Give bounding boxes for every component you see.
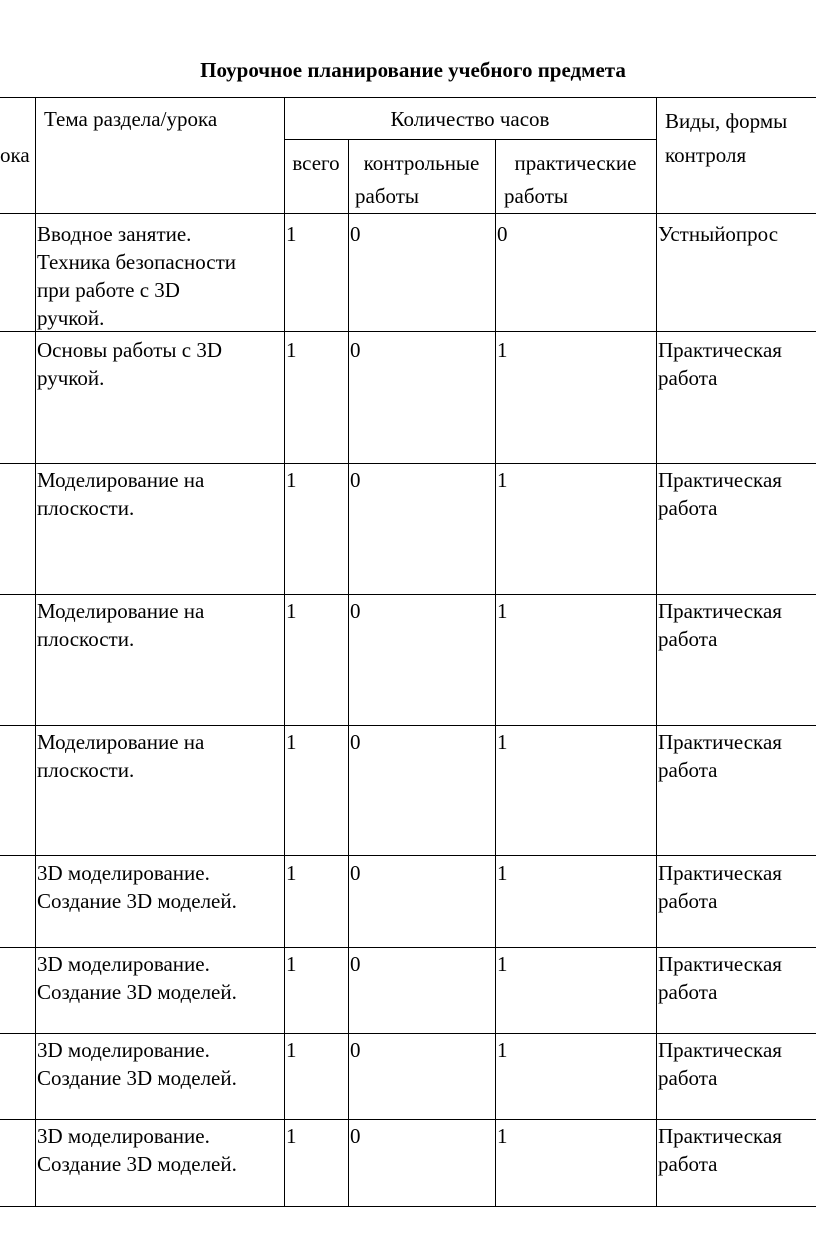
- row-topic-line: ручкой.: [37, 306, 105, 330]
- row-practical: 1: [497, 730, 508, 754]
- row-form-line: Практическая: [658, 338, 782, 362]
- row-topic-line: ручкой.: [37, 366, 105, 390]
- row-form-line: Практическая: [658, 861, 782, 885]
- row-divider: [0, 463, 816, 464]
- row-form-line: работа: [658, 496, 718, 520]
- row-form-line: Практическая: [658, 1124, 782, 1148]
- row-topic-line: Вводное занятие.: [37, 222, 192, 246]
- header-lesson-number: ока: [0, 143, 30, 167]
- header-forms-line2: контроля: [665, 143, 747, 167]
- row-form-line: Практическая: [658, 730, 782, 754]
- row-total: 1: [286, 599, 297, 623]
- row-control: 0: [350, 599, 361, 623]
- row-divider: [0, 1033, 816, 1034]
- column-divider: [348, 139, 349, 1207]
- row-practical: 1: [497, 1038, 508, 1062]
- row-practical: 0: [497, 222, 508, 246]
- row-divider: [0, 331, 816, 332]
- row-control: 0: [350, 1124, 361, 1148]
- row-form-line: работа: [658, 627, 718, 651]
- row-control: 0: [350, 468, 361, 492]
- row-total: 1: [286, 468, 297, 492]
- row-practical: 1: [497, 1124, 508, 1148]
- row-divider: [0, 725, 816, 726]
- row-topic-line: плоскости.: [37, 496, 135, 520]
- row-topic-line: плоскости.: [37, 627, 135, 651]
- row-form-line: работа: [658, 889, 718, 913]
- column-divider: [656, 97, 657, 1207]
- column-divider: [35, 97, 36, 1207]
- row-topic-line: Моделирование на: [37, 730, 205, 754]
- column-divider: [284, 97, 285, 1207]
- row-topic-line: плоскости.: [37, 758, 135, 782]
- row-topic-line: Создание 3D моделей.: [37, 980, 237, 1004]
- row-topic-line: 3D моделирование.: [37, 952, 210, 976]
- row-topic-line: 3D моделирование.: [37, 1124, 210, 1148]
- table-top-border: [0, 97, 816, 98]
- row-divider: [0, 594, 816, 595]
- row-total: 1: [286, 1124, 297, 1148]
- row-total: 1: [286, 222, 297, 246]
- row-topic-line: 3D моделирование.: [37, 861, 210, 885]
- header-total: всего: [292, 151, 340, 175]
- row-form-line: Практическая: [658, 952, 782, 976]
- table-bottom-border: [0, 1206, 816, 1207]
- row-form-line: Устныйопрос: [658, 222, 779, 246]
- row-practical: 1: [497, 338, 508, 362]
- row-total: 1: [286, 338, 297, 362]
- header-control-line2: работы: [355, 184, 420, 208]
- row-practical: 1: [497, 861, 508, 885]
- row-form-line: Практическая: [658, 1038, 782, 1062]
- row-divider: [0, 1119, 816, 1120]
- row-topic-line: Техника безопасности: [37, 250, 237, 274]
- row-form-line: работа: [658, 758, 718, 782]
- row-total: 1: [286, 730, 297, 754]
- page-title: Поурочное планирование учебного предмета: [200, 58, 626, 82]
- column-divider: [495, 139, 496, 1207]
- row-topic-line: Моделирование на: [37, 599, 205, 623]
- row-total: 1: [286, 1038, 297, 1062]
- row-control: 0: [350, 861, 361, 885]
- row-control: 0: [350, 338, 361, 362]
- row-form-line: Практическая: [658, 468, 782, 492]
- row-topic-line: Создание 3D моделей.: [37, 1066, 237, 1090]
- header-control-line1: контрольные: [363, 151, 480, 175]
- row-form-line: работа: [658, 366, 718, 390]
- row-topic-line: Создание 3D моделей.: [37, 1152, 237, 1176]
- row-control: 0: [350, 1038, 361, 1062]
- row-divider: [0, 947, 816, 948]
- row-control: 0: [350, 952, 361, 976]
- row-practical: 1: [497, 468, 508, 492]
- row-total: 1: [286, 861, 297, 885]
- header-hours: Количество часов: [390, 107, 550, 131]
- header-forms-line1: Виды, формы: [665, 109, 788, 133]
- row-control: 0: [350, 730, 361, 754]
- row-form-line: Практическая: [658, 599, 782, 623]
- row-topic-line: Основы работы с 3D: [37, 338, 223, 362]
- row-control: 0: [350, 222, 361, 246]
- row-form-line: работа: [658, 1066, 718, 1090]
- header-practical-line2: работы: [504, 184, 569, 208]
- row-divider: [0, 855, 816, 856]
- row-topic-line: 3D моделирование.: [37, 1038, 210, 1062]
- header-topic: Тема раздела/урока: [44, 107, 218, 131]
- row-practical: 1: [497, 599, 508, 623]
- row-total: 1: [286, 952, 297, 976]
- header-practical-line1: практические: [514, 151, 637, 175]
- header-bottom-border: [0, 213, 816, 214]
- row-form-line: работа: [658, 980, 718, 1004]
- row-topic-line: при работе с 3D: [37, 278, 180, 302]
- hours-header-divider: [284, 139, 656, 140]
- row-practical: 1: [497, 952, 508, 976]
- row-topic-line: Моделирование на: [37, 468, 205, 492]
- row-topic-line: Создание 3D моделей.: [37, 889, 237, 913]
- row-form-line: работа: [658, 1152, 718, 1176]
